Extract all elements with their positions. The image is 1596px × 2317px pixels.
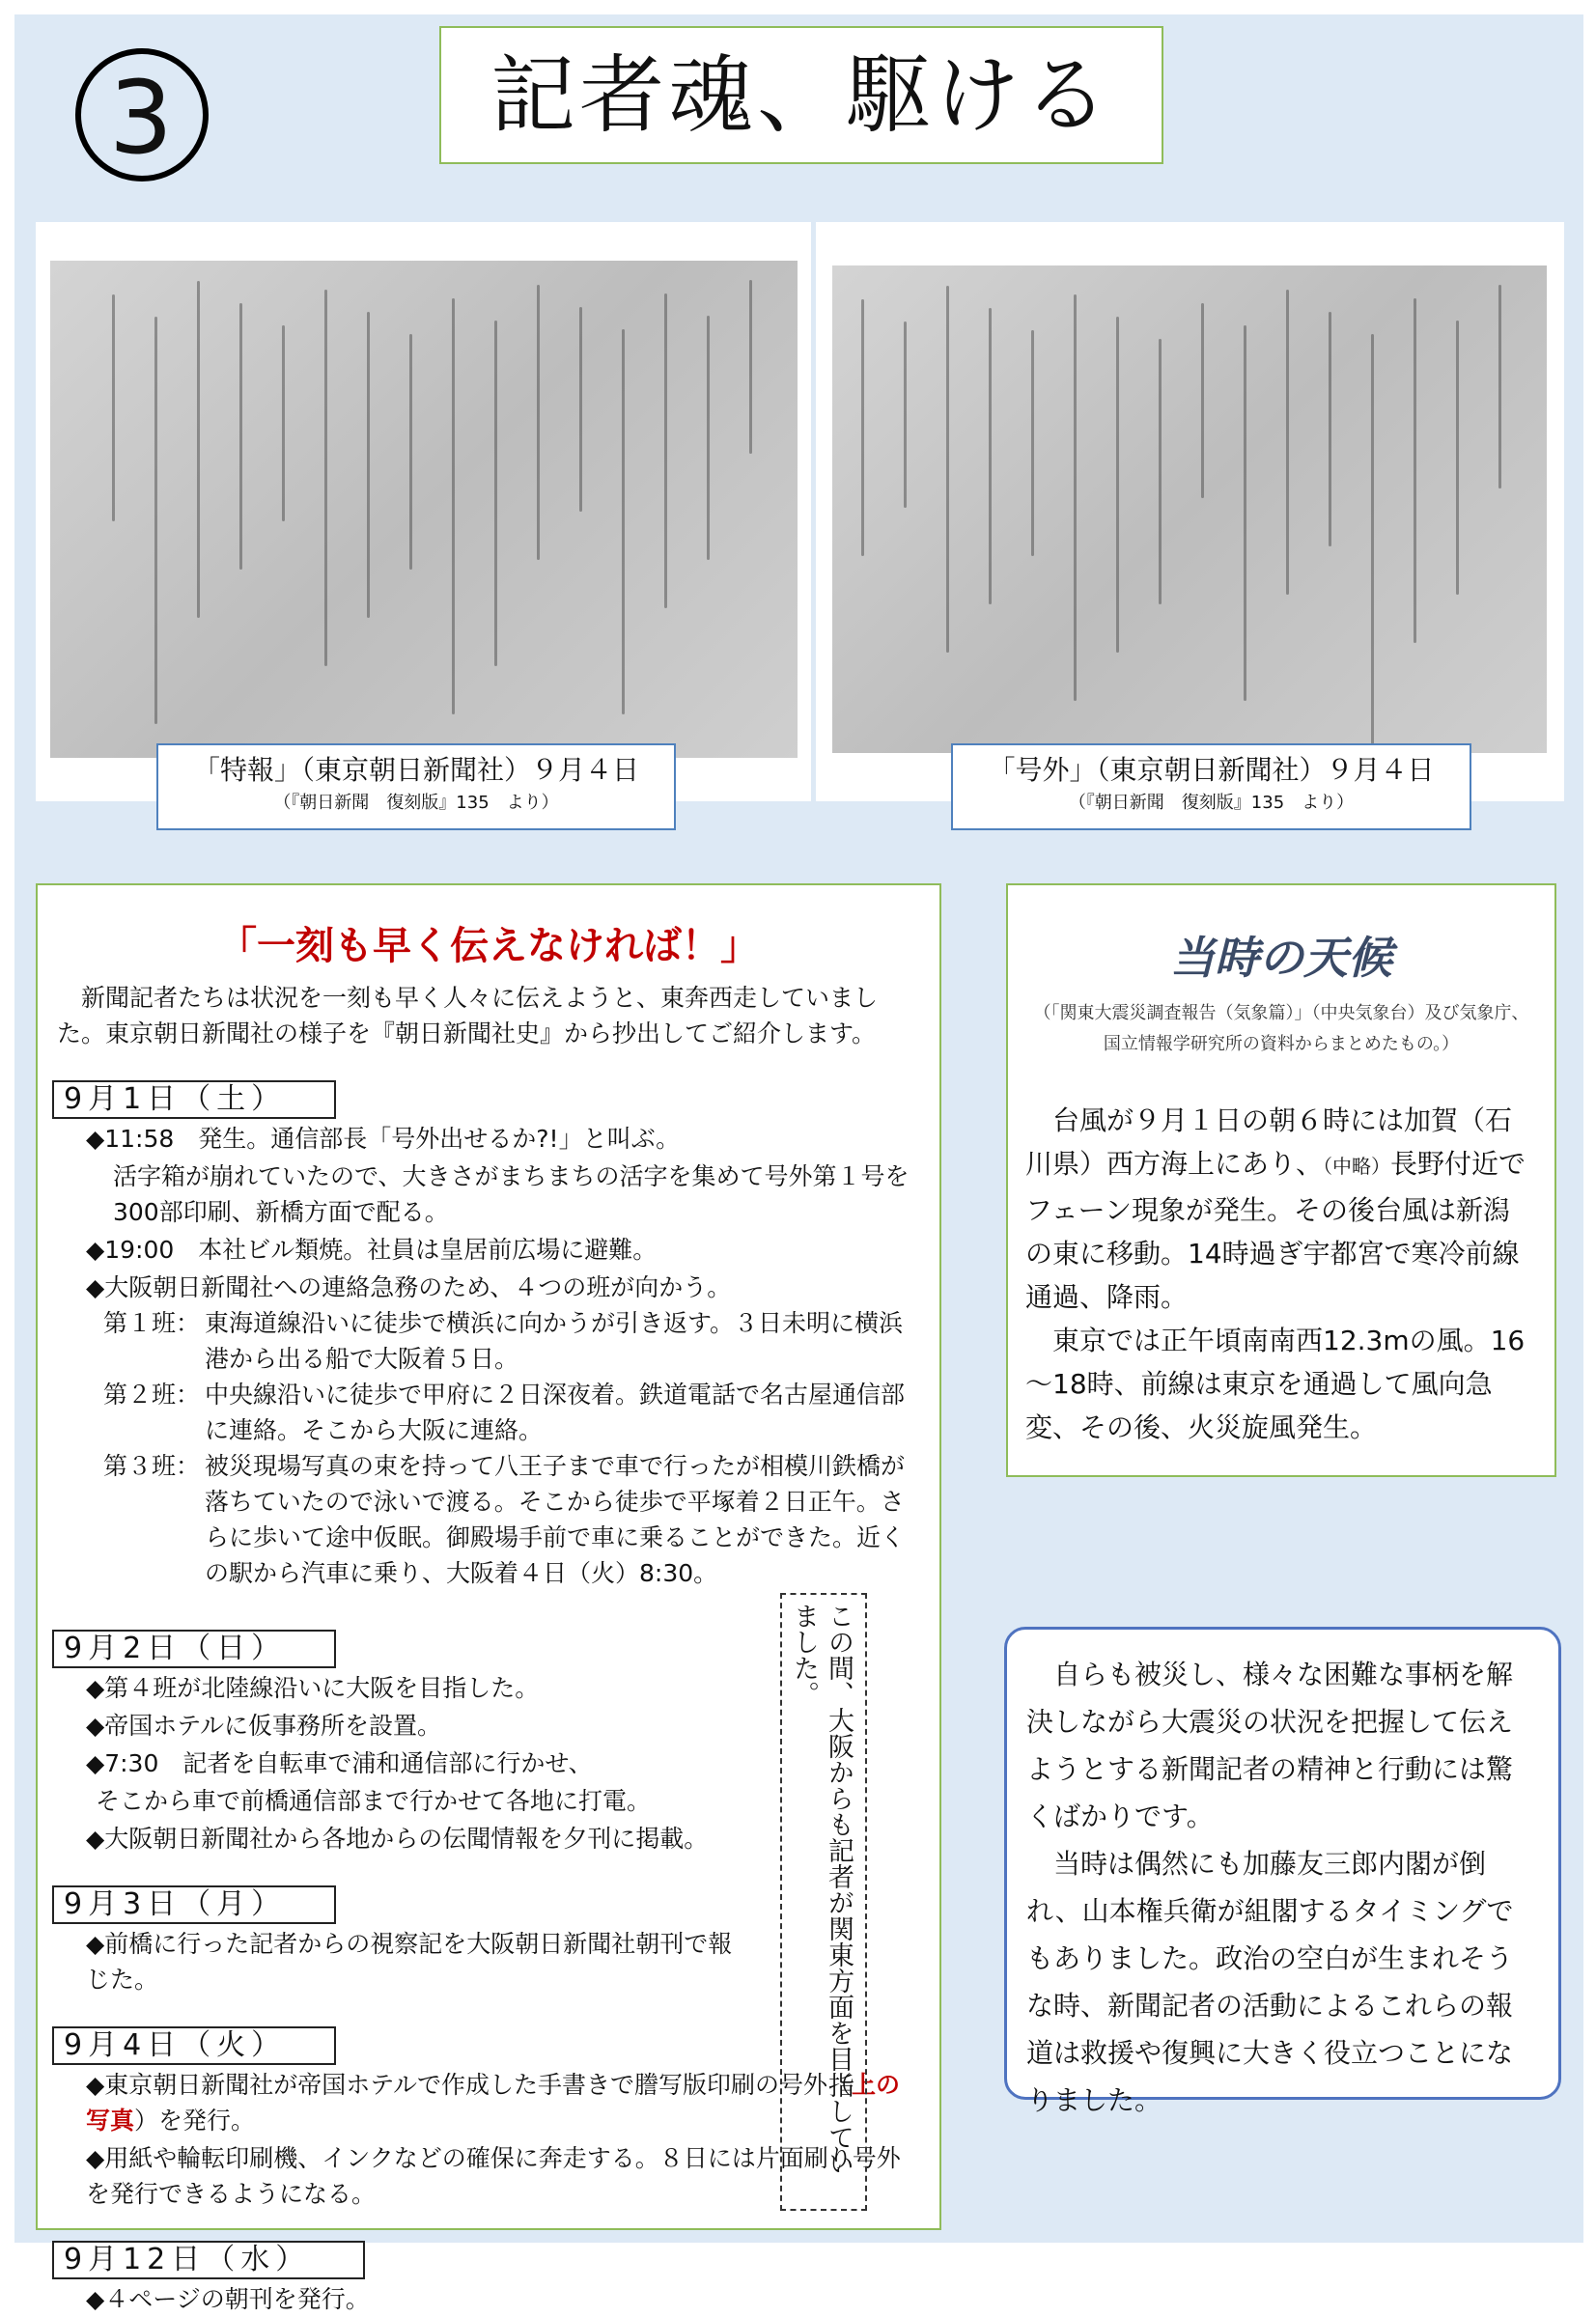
caption-source: （『朝日新聞 復刻版』135 より） xyxy=(1068,793,1355,813)
handwriting-stroke xyxy=(622,329,625,714)
weather-box xyxy=(1006,883,1556,1477)
handwriting-stroke xyxy=(1329,312,1331,546)
caption-title: 「特報」（東京朝日新聞社）９月４日 xyxy=(192,754,639,786)
handwriting-stroke xyxy=(749,280,752,454)
handwriting-stroke xyxy=(282,325,285,521)
caption-title: 「号外」（東京朝日新聞社）９月４日 xyxy=(988,754,1435,786)
photo-reference: 上の写真 xyxy=(86,2071,900,2135)
handwriting-stroke xyxy=(537,285,540,560)
timeline-item: ◆前橋に行った記者からの視察記を大阪朝日新聞社朝刊で報じた。 xyxy=(86,1930,733,1994)
handwriting-stroke xyxy=(1031,330,1034,556)
timeline-item: ◆帝国ホテルに仮事務所を設置。 xyxy=(86,1712,441,1740)
photo-caption-2 xyxy=(951,743,1471,830)
team-text: 中央線沿いに徒歩で甲府に２日深夜着。鉄道電話で名古屋通信部に連絡。そこから大阪に連絡。 xyxy=(205,1381,906,1444)
comment-box xyxy=(1004,1627,1561,2116)
comment-paragraph: 自らも被災し、様々な困難な事柄を解決しながら大震災の状況を把握して伝えようとする新聞記者の精神と行動には驚くばかりです。 xyxy=(1026,1659,1514,1832)
photo-caption-1 xyxy=(156,743,676,830)
handwriting-stroke xyxy=(409,334,412,570)
team-text: 東海道線沿いに徒歩で横浜に向かうが引き返す。３日未明に横浜港から出る船で大阪着５日。 xyxy=(205,1309,904,1373)
team-label: 第１班： xyxy=(103,1309,201,1337)
section-number xyxy=(75,48,207,177)
handwriting-stroke xyxy=(579,307,582,512)
handwriting-stroke xyxy=(1244,325,1246,701)
handwriting-stroke xyxy=(1074,294,1077,701)
timeline-item: ◆大阪朝日新聞社から各地からの伝聞情報を夕刊に掲載。 xyxy=(86,1825,709,1853)
timeline-item: ◆第４班が北陸線沿いに大阪を目指した。 xyxy=(86,1674,540,1702)
handwriting-stroke xyxy=(904,321,907,508)
handwriting-stroke xyxy=(494,321,497,666)
handwriting-stroke xyxy=(1498,285,1501,489)
handwriting-stroke xyxy=(197,281,200,618)
timeline-item: ◆４ページの朝刊を発行。 xyxy=(86,2285,370,2313)
article-intro: 新聞記者たちは状況を一刻も早く人々に伝えようと、東奔西走していました。東京朝日新聞社の様子を『朝日新聞社史』から抄出してご紹介します。 xyxy=(57,984,879,1047)
handwriting-stroke xyxy=(367,312,370,618)
handwriting-stroke xyxy=(707,316,710,560)
handwriting-stroke xyxy=(1116,317,1119,653)
handwriting-stroke xyxy=(946,286,949,653)
handwriting-stroke xyxy=(324,290,327,666)
date-label: 9月4日（火） xyxy=(52,2026,336,2065)
omission-note: （中略） xyxy=(1323,1155,1391,1178)
text: 台風が９月１日の朝６時には加賀（石川県）西方海上にあり、 xyxy=(1025,1104,1513,1180)
team-label: 第３班： xyxy=(103,1452,201,1480)
handwriting-stroke xyxy=(1414,298,1416,643)
team-item xyxy=(103,1377,939,1448)
handwriting-stroke xyxy=(1371,334,1374,749)
date-label: 9月1日（土） xyxy=(52,1080,336,1119)
photo-panel-1 xyxy=(36,222,811,801)
text: 長野付近でフェーン現象が発生。その後台風は新潟の東に移動。14時過ぎ宇都宮で寒冷前線通過、降雨。 xyxy=(1025,1148,1526,1313)
handwriting-stroke xyxy=(112,294,115,521)
article-heading: 「一刻も早く伝えなければ！」 xyxy=(218,924,759,968)
timeline-item: ◆19:00 本社ビル類焼。社員は皇居前広場に避難。 xyxy=(86,1236,658,1264)
date-label: 9月3日（月） xyxy=(52,1885,336,1924)
handwriting-stroke xyxy=(452,298,455,714)
photo-panel-2 xyxy=(816,222,1564,801)
handwriting-stroke xyxy=(861,299,864,556)
handwriting-stroke xyxy=(154,317,157,724)
timeline-item: ◆大阪朝日新聞社への連絡急務のため、４つの班が向かう。 xyxy=(86,1273,732,1301)
item-text: ）を発行。 xyxy=(134,2107,256,2135)
team-label: 第２班： xyxy=(103,1381,201,1409)
section-number-text: 3 xyxy=(108,59,174,177)
timeline-item: ◆7:30 記者を自転車で浦和通信部に行かせ、 xyxy=(86,1749,593,1777)
date-label: 9月2日（日） xyxy=(52,1630,336,1668)
handwriting-stroke xyxy=(664,293,667,608)
team-text: 被災現場写真の束を持って八王子まで車で行ったが相模川鉄橋が落ちていたので泳いで渡る。そこから徒歩で平塚着２日正午。さらに歩いて途中仮眠。御殿場手前で車に乗ることができた。近くの駅から汽車に乗り、大阪着４日（火）8:30。 xyxy=(205,1452,906,1587)
weather-title: 当時の天候 xyxy=(1170,932,1392,984)
timeline-item: 活字箱が崩れていたので、大きさがまちまちの活字を集めて号外第１号を300部印刷、新橋方面で配る。 xyxy=(113,1162,910,1226)
side-note: この間、大阪からも記者が関東方面を目指していました。 xyxy=(780,1593,867,2211)
date-label: 9月12日（水） xyxy=(52,2241,365,2279)
timeline-item: ◆用紙や輪転印刷機、インクなどの確保に奔走する。８日には片面刷り号外を発行できるようになる。 xyxy=(86,2144,901,2208)
handwriting-stroke xyxy=(1286,290,1289,595)
timeline-item: ◆11:58 発生。通信部長「号外出せるか?!」と叫ぶ。 xyxy=(86,1125,681,1153)
handwriting-stroke xyxy=(239,303,242,570)
handwriting-stroke xyxy=(1159,339,1162,604)
handwriting-stroke xyxy=(989,308,992,604)
handwriting-stroke xyxy=(1456,321,1459,595)
weather-paragraph xyxy=(1025,1099,1537,1319)
gougai-newspaper-photo xyxy=(832,265,1547,753)
item-text: ◆東京朝日新聞社が帝国ホテルで作成した手書きで謄写版印刷の号外（ xyxy=(86,2071,852,2099)
comment-paragraph: 当時は偶然にも加藤友三郎内閣が倒れ、山本権兵衛が組閣するタイミングでもありました。政治の空白が生まれそうな時、新聞記者の活動によるこれらの報道は救援や復興に大きく役立つことになりました。 xyxy=(1026,1848,1514,2116)
team-item xyxy=(103,1305,939,1377)
weather-paragraph: 東京では正午頃南南西12.3mの風。16～18時、前線は東京を通過して風向急変、その後、火災旋風発生。 xyxy=(1025,1325,1526,1443)
tokuhou-newspaper-photo xyxy=(50,261,798,758)
weather-source: （「関東大震災調査報告（気象篇）」（中央気象台）及び気象庁、国立情報学研究所の資料からまとめたもの。） xyxy=(1033,1003,1529,1054)
handwriting-stroke xyxy=(1201,303,1204,498)
caption-source: （『朝日新聞 復刻版』135 より） xyxy=(273,793,559,813)
page-title: 記者魂、駆ける xyxy=(439,26,1163,164)
timeline-item: そこから車で前橋通信部まで行かせて各地に打電。 xyxy=(96,1787,652,1815)
team-item xyxy=(103,1448,939,1591)
